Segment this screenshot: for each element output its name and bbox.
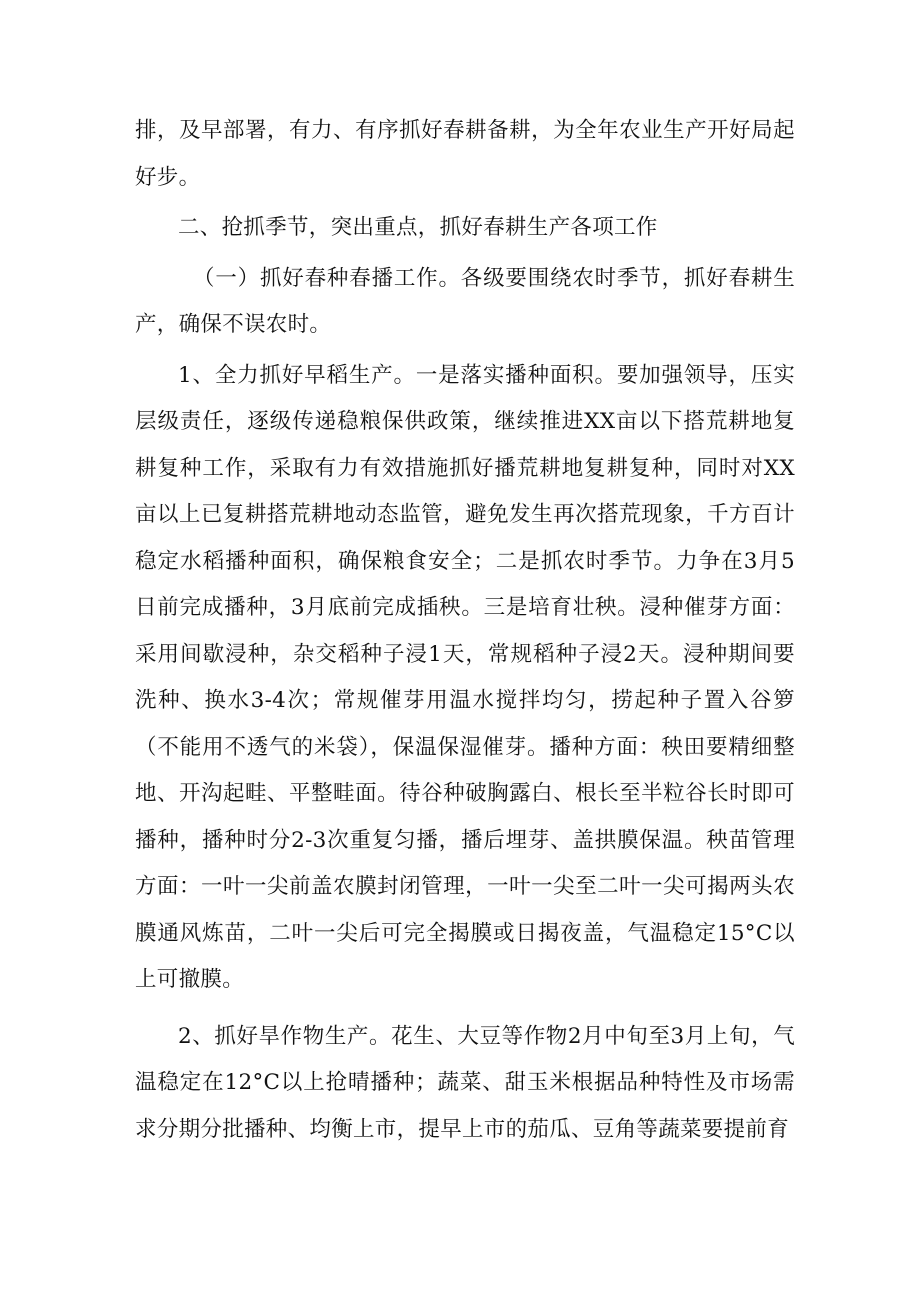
subsection-heading: （一）抓好春种春播工作。各级要围绕农时季节，抓好春耕生产，确保不误农时。 [135, 265, 795, 337]
section-heading: 二、抢抓季节，突出重点，抓好春耕生产各项工作 [178, 215, 658, 240]
document-body [135, 108, 795, 1153]
paragraph-dryland-crops: 2、抓好旱作物生产。花生、大豆等作物2月中旬至3月上旬，气温稳定在12°C以上抢晴播种；蔬菜、甜玉米根据品种特性及市场需求分期分批播种、均衡上市，提早上市的茄瓜、豆角等蔬菜要提前育 [135, 1023, 795, 1142]
paragraph-early-rice: 1、全力抓好早稻生产。一是落实播种面积。要加强领导，压实层级责任，逐级传递稳粮保供政策，继续推进XX亩以下搭荒耕地复耕复种工作，采取有力有效措施抓好播荒耕地复耕复种，同时对XX亩以上已复耕搭荒耕地动态监管，避免发生再次搭荒现象，千方百计稳定水稻播种面积，确保粮食安全；二是抓农时季节。力争在3月5日前完成播种，3月底前完成插秧。三是培育壮秧。浸种催芽方面：采用间歇浸种，杂交稻种子浸1天，常规稻种子浸2天。浸种期间要洗种、换水3-4次；常规催芽用温水搅拌均匀，捞起种子置入谷箩（不能用不透气的米袋），保温保湿催芽。播种方面：秧田要精细整地、开沟起畦、平整畦面。待谷种破胸露白、根长至半粒谷长时即可播种，播种时分2-3次重复匀播，播后埋芽、盖拱膜保温。秧苗管理方面：一叶一尖前盖农膜封闭管理，一叶一尖至二叶一尖可揭两头农膜通风炼苗，二叶一尖后可完全揭膜或日揭夜盖，气温稳定15°C以上可撤膜。 [135, 362, 795, 992]
paragraph-continuation: 排，及早部署，有力、有序抓好春耕备耕，为全年农业生产开好局起好步。 [135, 118, 795, 190]
